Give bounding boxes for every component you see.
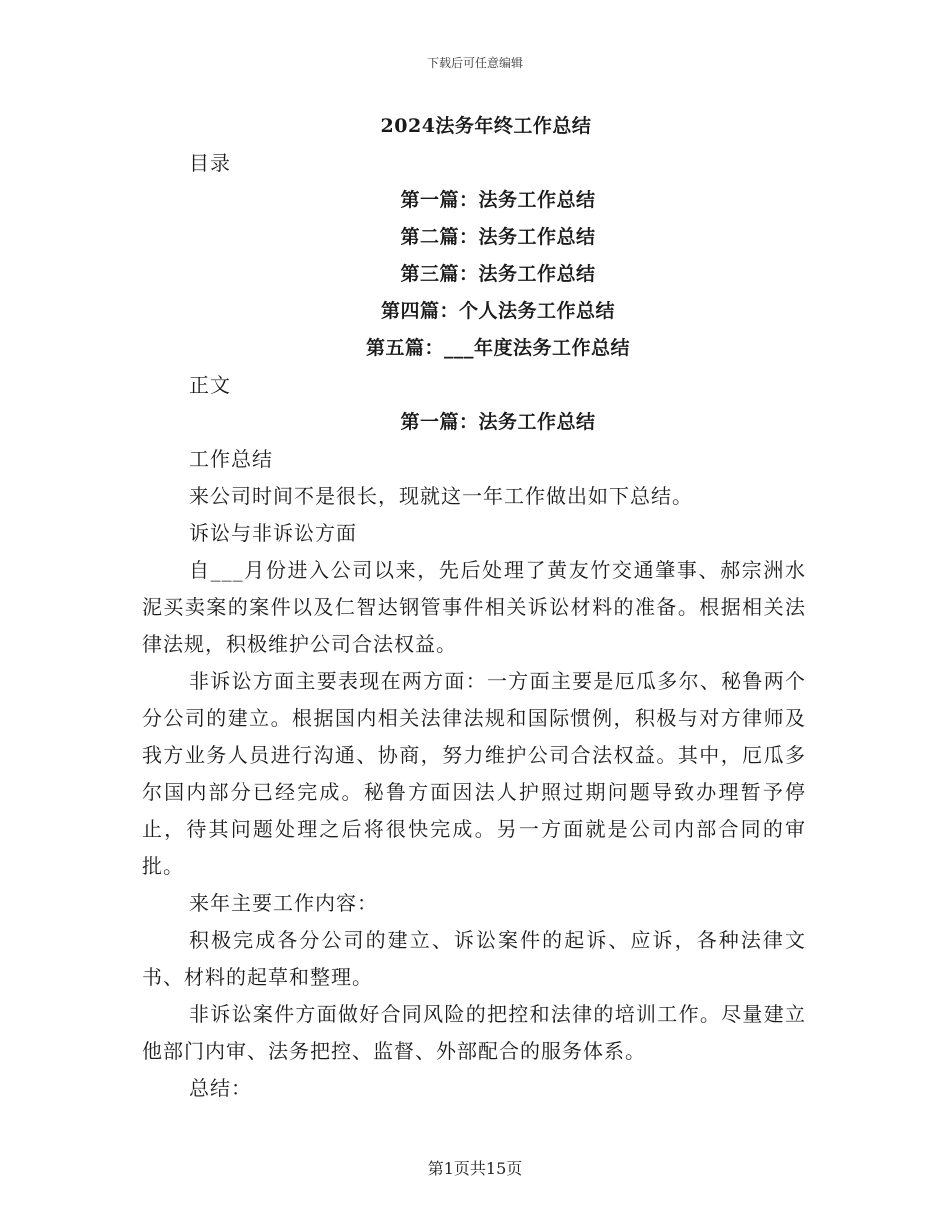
- paragraph-litigation: 自___月份进入公司以来，先后处理了黄友竹交通肇事、郝宗洲水泥买卖案的案件以及仁智达钢管事件相关诉讼材料的准备。根据相关法律法规，积极维护公司合法权益。: [142, 558, 806, 656]
- toc-item-3: 第三篇：法务工作总结: [400, 263, 596, 285]
- body-label: 正文: [189, 373, 231, 397]
- toc-item-2: 第二篇：法务工作总结: [400, 226, 596, 248]
- paragraph-intro: 来公司时间不是很长，现就这一年工作做出如下总结。: [189, 484, 693, 508]
- toc-item-5: 第五篇：___年度法务工作总结: [365, 337, 630, 359]
- toc-item-4: 第四篇：个人法务工作总结: [380, 300, 615, 322]
- document-body: [142, 108, 806, 1107]
- toc-item-1: 第一篇：法务工作总结: [400, 189, 596, 211]
- paragraph-next-year-heading: 来年主要工作内容：: [189, 891, 378, 915]
- toc-label: 目录: [189, 151, 231, 175]
- paragraph-work-summary: 工作总结: [189, 447, 273, 471]
- header-note: 下载后可任意编辑: [426, 56, 523, 70]
- section-heading: 第一篇：法务工作总结: [400, 411, 596, 433]
- paragraph-next-year-1: 积极完成各分公司的建立、诉讼案件的起诉、应诉，各种法律文书、材料的起草和整理。: [142, 928, 806, 989]
- paragraph-non-litigation: 非诉讼方面主要表现在两方面：一方面主要是厄瓜多尔、秘鲁两个分公司的建立。根据国内相关法律法规和国际惯例，积极与对方律师及我方业务人员进行沟通、协商，努力维护公司合法权益。其中，厄瓜多尔国内部分已经完成。秘鲁方面因法人护照过期问题导致办理暂予停止，待其问题处理之后将很快完成。另一方面就是公司内部合同的审批。: [142, 669, 806, 878]
- page-footer: 第1页共15页: [427, 1159, 523, 1178]
- paragraph-litigation-heading: 诉讼与非诉讼方面: [189, 521, 357, 545]
- document-title: 2024法务年终工作总结: [380, 115, 592, 137]
- paragraph-summary-heading: 总结：: [189, 1076, 252, 1100]
- paragraph-next-year-2: 非诉讼案件方面做好合同风险的把控和法律的培训工作。尽量建立他部门内审、法务把控、监督、外部配合的服务体系。: [142, 1002, 806, 1063]
